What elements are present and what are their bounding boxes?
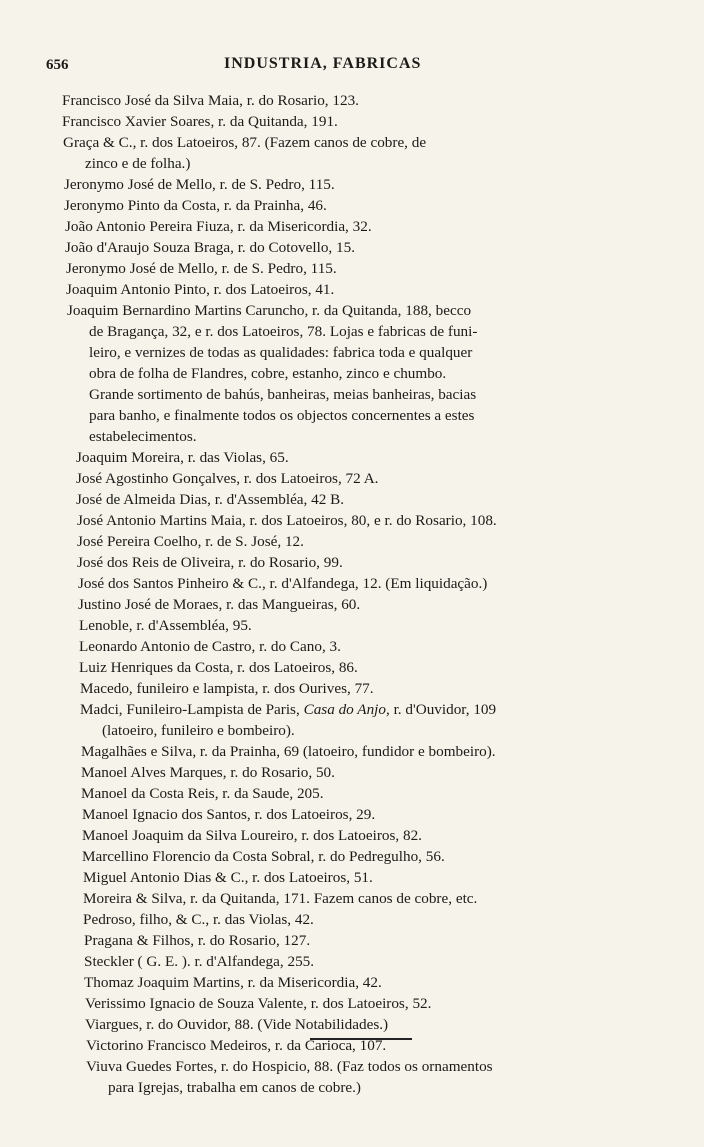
directory-entry: Magalhães e Silva, r. da Prainha, 69 (latoeiro, fundidor e bombeiro). xyxy=(81,743,496,760)
directory-entry: Joaquim Antonio Pinto, r. dos Latoeiros, 41. xyxy=(66,281,335,298)
directory-entry: Manoel Joaquim da Silva Loureiro, r. dos Latoeiros, 82. xyxy=(82,827,422,844)
directory-entry: Steckler ( G. E. ). r. d'Alfandega, 255. xyxy=(84,953,315,970)
directory-entry: Joaquim Bernardino Martins Caruncho, r. da Quitanda, 188, becco de Bragança, 32, e r. dos Latoeiros, 78. Lojas e fabricas de funi- leiro, e vernizes de todas as qualidades: fabrica toda e qualquer obra de folha de Flandres, cobre, estanho, zinco e chumbo. Grande sortimento de bahús, banheiras, meias banheiras, bacias para banho, e finalmente todos os objectos concernentes a estes estabelecimentos. xyxy=(67,302,478,445)
directory-entry: Manoel Alves Marques, r. do Rosario, 50. xyxy=(81,764,335,781)
section-end-rule xyxy=(310,1038,412,1040)
directory-entry: Lenoble, r. d'Assembléa, 95. xyxy=(79,617,252,634)
page-header xyxy=(46,55,646,79)
directory-entry: Jeronymo José de Mello, r. de S. Pedro, 115. xyxy=(64,176,335,193)
running-title: INDUSTRIA, FABRICAS xyxy=(224,55,422,72)
directory-entry: Francisco José da Silva Maia, r. do Rosario, 123. xyxy=(62,92,359,109)
directory-entry: Moreira & Silva, r. da Quitanda, 171. Fazem canos de cobre, etc. xyxy=(83,890,478,907)
directory-entry: Jeronymo José de Mello, r. de S. Pedro, 115. xyxy=(66,260,337,277)
directory-entry: Marcellino Florencio da Costa Sobral, r. do Pedregulho, 56. xyxy=(82,848,445,865)
directory-entry: Thomaz Joaquim Martins, r. da Misericordia, 42. xyxy=(84,974,382,991)
directory-entry: José Agostinho Gonçalves, r. dos Latoeiros, 72 A. xyxy=(76,470,379,487)
directory-entry: Macedo, funileiro e lampista, r. dos Ourives, 77. xyxy=(80,680,374,697)
directory-entry: Luiz Henriques da Costa, r. dos Latoeiros, 86. xyxy=(79,659,358,676)
directory-entry: Viargues, r. do Ouvidor, 88. (Vide Notabilidades.) xyxy=(85,1016,389,1033)
directory-entry: Justino José de Moraes, r. das Mangueiras, 60. xyxy=(78,596,361,613)
page-number: 656 xyxy=(46,57,69,73)
directory-entry: Pedroso, filho, & C., r. das Violas, 42. xyxy=(83,911,314,928)
directory-entry: Verissimo Ignacio de Souza Valente, r. dos Latoeiros, 52. xyxy=(85,995,432,1012)
directory-entry: Jeronymo Pinto da Costa, r. da Prainha, 46. xyxy=(64,197,327,214)
directory-entry: Victorino Francisco Medeiros, r. da Carioca, 107. xyxy=(86,1037,387,1054)
directory-entry: José Antonio Martins Maia, r. dos Latoeiros, 80, e r. do Rosario, 108. xyxy=(77,512,497,529)
directory-entry: Leonardo Antonio de Castro, r. do Cano, 3. xyxy=(79,638,341,655)
directory-entry: José dos Santos Pinheiro & C., r. d'Alfandega, 12. (Em liquidação.) xyxy=(78,575,488,592)
directory-entry: Viuva Guedes Fortes, r. do Hospicio, 88. (Faz todos os ornamentos para Igrejas, trabalha em canos de cobre.) xyxy=(86,1058,493,1096)
directory-entry: João d'Araujo Souza Braga, r. do Cotovello, 15. xyxy=(65,239,355,256)
directory-entry: Graça & C., r. dos Latoeiros, 87. (Fazem canos de cobre, de zinco e de folha.) xyxy=(63,134,427,172)
directory-entry: José dos Reis de Oliveira, r. do Rosario, 99. xyxy=(77,554,343,571)
directory-entry: Joaquim Moreira, r. das Violas, 65. xyxy=(76,449,289,466)
directory-entry: José Pereira Coelho, r. de S. José, 12. xyxy=(77,533,304,550)
directory-list xyxy=(0,90,704,1098)
directory-entry: José de Almeida Dias, r. d'Assembléa, 42 B. xyxy=(76,491,345,508)
directory-entry: Manoel da Costa Reis, r. da Saude, 205. xyxy=(81,785,324,802)
directory-entry: João Antonio Pereira Fiuza, r. da Misericordia, 32. xyxy=(65,218,372,235)
directory-entry: Pragana & Filhos, r. do Rosario, 127. xyxy=(84,932,311,949)
directory-entry: Manoel Ignacio dos Santos, r. dos Latoeiros, 29. xyxy=(82,806,376,823)
directory-entry: Francisco Xavier Soares, r. da Quitanda, 191. xyxy=(62,113,338,130)
directory-entry: Madci, Funileiro-Lampista de Paris, Casa do Anjo, r. d'Ouvidor, 109 (latoeiro, funileiro e bombeiro). xyxy=(80,701,497,739)
directory-entry: Miguel Antonio Dias & C., r. dos Latoeiros, 51. xyxy=(83,869,373,886)
